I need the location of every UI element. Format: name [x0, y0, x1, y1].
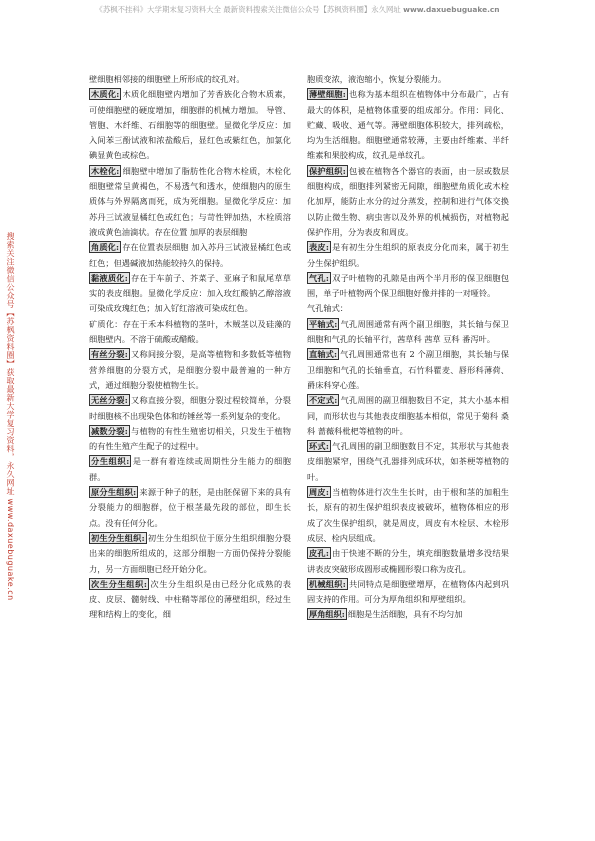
definition-text: 又称间接分裂，是高等植物和多数低等植物营养细胞的分裂方式，是细胞分裂中最普遍的一种方式，通过细胞分裂使植物生长。 [89, 349, 291, 390]
definition-paragraph [307, 393, 509, 439]
definition-paragraph [89, 485, 291, 531]
term-label: 平轴式: [309, 318, 338, 329]
term-label: 环式: [309, 441, 329, 452]
term-label: 机械组织: [309, 578, 346, 589]
definition-text: 包被在植物各个器官的表面，由一层或数层细胞构成，细胞排列紧密无间隙，细胞壁角质化或木栓化加厚，能防止水分的过分蒸发，控制和进行气体交换以防止微生物、病虫害以及外界的机械损伤，对植物起保护作用，分为表皮和周皮。 [307, 165, 509, 237]
definition-paragraph [307, 87, 509, 163]
term-label: 有丝分裂: [91, 349, 128, 360]
term-label: 分生组织: [91, 456, 130, 467]
term-label: 原分生组织: [91, 487, 137, 498]
definition-text: 细胞是生活细胞，具有不均匀加 [347, 609, 463, 620]
definition-text: 气孔轴式： [307, 303, 348, 314]
term-label: 木栓化: [91, 165, 120, 176]
definition-paragraph [307, 347, 509, 393]
definition-text: 来源于种子的胚，是由胚保留下来的具有分裂能力的细胞群，位于根茎最先段的部位，即生长点。没有任何分化。 [89, 487, 291, 528]
definition-paragraph [307, 301, 509, 316]
term-label: 薄壁细胞: [309, 89, 346, 100]
definition-paragraph [307, 607, 509, 622]
term-label: 周皮: [309, 487, 329, 498]
definition-text: 是一群有着连续或周期性分生能力的细胞群。 [89, 456, 291, 482]
definition-paragraph [89, 317, 291, 348]
definition-paragraph [89, 87, 291, 163]
definition-text: 气孔周围的副卫细胞数目不定，其大小基本相同，而形状也与其他表皮细胞基本相似，常见于菊科 桑科 蔷薇科枇杷等植物的叶。 [307, 395, 509, 436]
definition-paragraph [307, 546, 509, 577]
definition-paragraph [89, 347, 291, 393]
definition-text: 存在位置表层细胞 加入苏丹三试液显橘红色或红色；但遇碱液加热能较持久的保持。 [89, 242, 291, 268]
definition-paragraph [307, 164, 509, 240]
term-label: 无丝分裂: [91, 395, 128, 406]
definition-text: 与植物的有性生殖密切相关，只发生于植物的有性生殖产生配子的过程中。 [89, 425, 291, 452]
definition-text: 也称为基本组织在植物体中分布最广，占有最大的体积，是植物体重要的组成部分。作用：同化、贮藏、吸收、通气等。薄壁细胞体积较大，排列疏松，均为生活细胞。细胞壁通常较薄，主要由纤维素、半纤维素和果胶构成，纹孔是单纹孔。 [307, 89, 509, 161]
definition-text: 次生分生组织是由已经分化成熟的表皮、皮层、髓射线、中柱鞘等部位的薄壁组织，经过生理和结构上的变化，细 [89, 578, 291, 620]
right-column [307, 72, 509, 623]
definition-text: 气孔周围通常有两个副卫细胞，其长轴与保卫细胞和气孔的长轴平行，茜草科 茜草 豆科 番泻叶。 [307, 318, 509, 345]
term-label: 保护组织: [309, 165, 346, 176]
definition-text: 胞质变浓，液泡缩小，恢复分裂能力。 [307, 74, 447, 84]
definition-text: 当植物体进行次生生长时，由于根和茎的加粗生长，原有的初生保护组织表皮被破坏，植物体相应的形成了次生保护组织，就是周皮，周皮有木栓层、木栓形成层、栓内层组成。 [307, 487, 509, 543]
definition-paragraph [89, 577, 291, 623]
term-label: 厚角组织: [309, 609, 345, 620]
definition-paragraph [307, 439, 509, 485]
term-label: 表皮: [309, 242, 329, 253]
term-label: 次生分生组织: [91, 578, 147, 589]
definition-paragraph [307, 317, 509, 348]
page-header [0, 4, 595, 15]
definition-text: 存在于车前子、芥菜子、亚麻子和鼠尾草草实的表皮细胞。显微化学反应：加入玫红酸钠乙醇溶液可染成玫瑰红色；加入钌红溶液可染成红色。 [89, 272, 291, 314]
definition-paragraph [89, 393, 291, 424]
definition-text: 又称直接分裂，细胞分裂过程较简单，分裂时细胞核不出现染色体和纺锤丝等一系列复杂的变化。 [89, 395, 291, 421]
term-label: 气孔: [309, 272, 329, 283]
definition-paragraph [89, 271, 291, 317]
definition-text: 初生分生组织位于原分生组织细胞分裂出来的细胞所组成的，这部分细胞一方面仍保持分裂能力，另一方面细胞已经开始分化。 [89, 532, 291, 574]
term-label: 不定式: [309, 395, 338, 406]
term-label: 木质化: [91, 89, 120, 100]
definition-text: 木质化细胞壁内增加了芳香族化合物木质素，可使细胞壁的硬度增加，细胞群的机械力增加。 导管、管胞、木纤维、石细胞等的细胞壁。显微化学反应：加入间苯三酚试液和浓盐酸后，显红色或紫红色，加氯化碘显黄色或棕色。 [89, 89, 291, 161]
definition-paragraph [307, 577, 509, 608]
definition-paragraph [89, 164, 291, 240]
definition-text: 壁细胞相邻接的细胞壁上所形成的纹孔对。 [89, 74, 245, 84]
definition-paragraph [89, 424, 291, 455]
definition-paragraph [89, 454, 291, 485]
term-label: 直轴式: [309, 349, 338, 360]
definition-paragraph [89, 531, 291, 577]
definition-text: 细胞壁中增加了脂肪性化合物木栓质，木栓化细胞壁常呈黄褐色，不易透气和透水，使细胞内的原生质体与外界隔离而死，成为死细胞。显微化学反应：加苏丹三试液显橘红色或红色；与苛性钾加热，木栓质溶液成黄色油滴状。存在位置 加厚的表层细胞 [89, 165, 291, 237]
term-label: 黏液质化: [91, 272, 128, 283]
term-label: 初生分生组织: [91, 532, 145, 543]
header-website-link[interactable]: www.daxuebuguake.cn [403, 5, 500, 14]
definition-text: 共同特点是细胞壁增厚，在植物体内起到巩固支持的作用。可分为厚角组织和厚壁组织。 [307, 578, 509, 605]
definition-text: 气孔周围的副卫细胞数目不定，其形状与其他表皮细胞紧窄，围绕气孔器排列成环状，如茶梗等植物的叶。 [307, 441, 509, 482]
definition-text: 双子叶植物的孔隙是由两个半月形的保卫细胞包围，单子叶植物两个保卫细胞好像并排的一对哑铃。 [307, 272, 509, 299]
side-watermark-text: 搜索关注微信公众号【苏枫资料圈】获取最新大学复习资料，永久网址 www.daxuebuguake.cn [6, 232, 15, 601]
header-text: 《苏枫不挂科》大学期末复习资料大全 最新资料搜索关注微信公众号【苏枫资料圈】永久网址 [95, 5, 401, 14]
definition-paragraph [89, 240, 291, 271]
definition-paragraph [307, 72, 509, 87]
definition-paragraph [89, 72, 291, 87]
definition-paragraph [307, 240, 509, 271]
definition-text: 是有初生分生组织的原表皮分化而来，属于初生分生保护组织。 [307, 242, 509, 268]
definition-paragraph [307, 485, 509, 546]
left-column [89, 72, 291, 623]
term-label: 角质化: [91, 242, 119, 253]
definition-text: 矿质化：存在于禾本科植物的茎叶，木贼茎以及硅藻的细胞壁内。不溶于硫酸或醋酸。 [89, 318, 291, 345]
term-label: 减数分裂: [91, 425, 128, 436]
term-label: 皮孔: [309, 548, 329, 559]
definition-paragraph [307, 271, 509, 302]
definition-text: 由于快速不断的分生，填充细胞数量增多没结果讲表皮突破形成圆形或椭圆形裂口称为皮孔。 [307, 548, 509, 574]
definition-text: 气孔周围通常也有 2 个副卫细胞，其长轴与保卫细胞和气孔的长轴垂直，石竹科瞿麦、唇形科薄荷、爵床科穿心莲。 [307, 349, 509, 390]
